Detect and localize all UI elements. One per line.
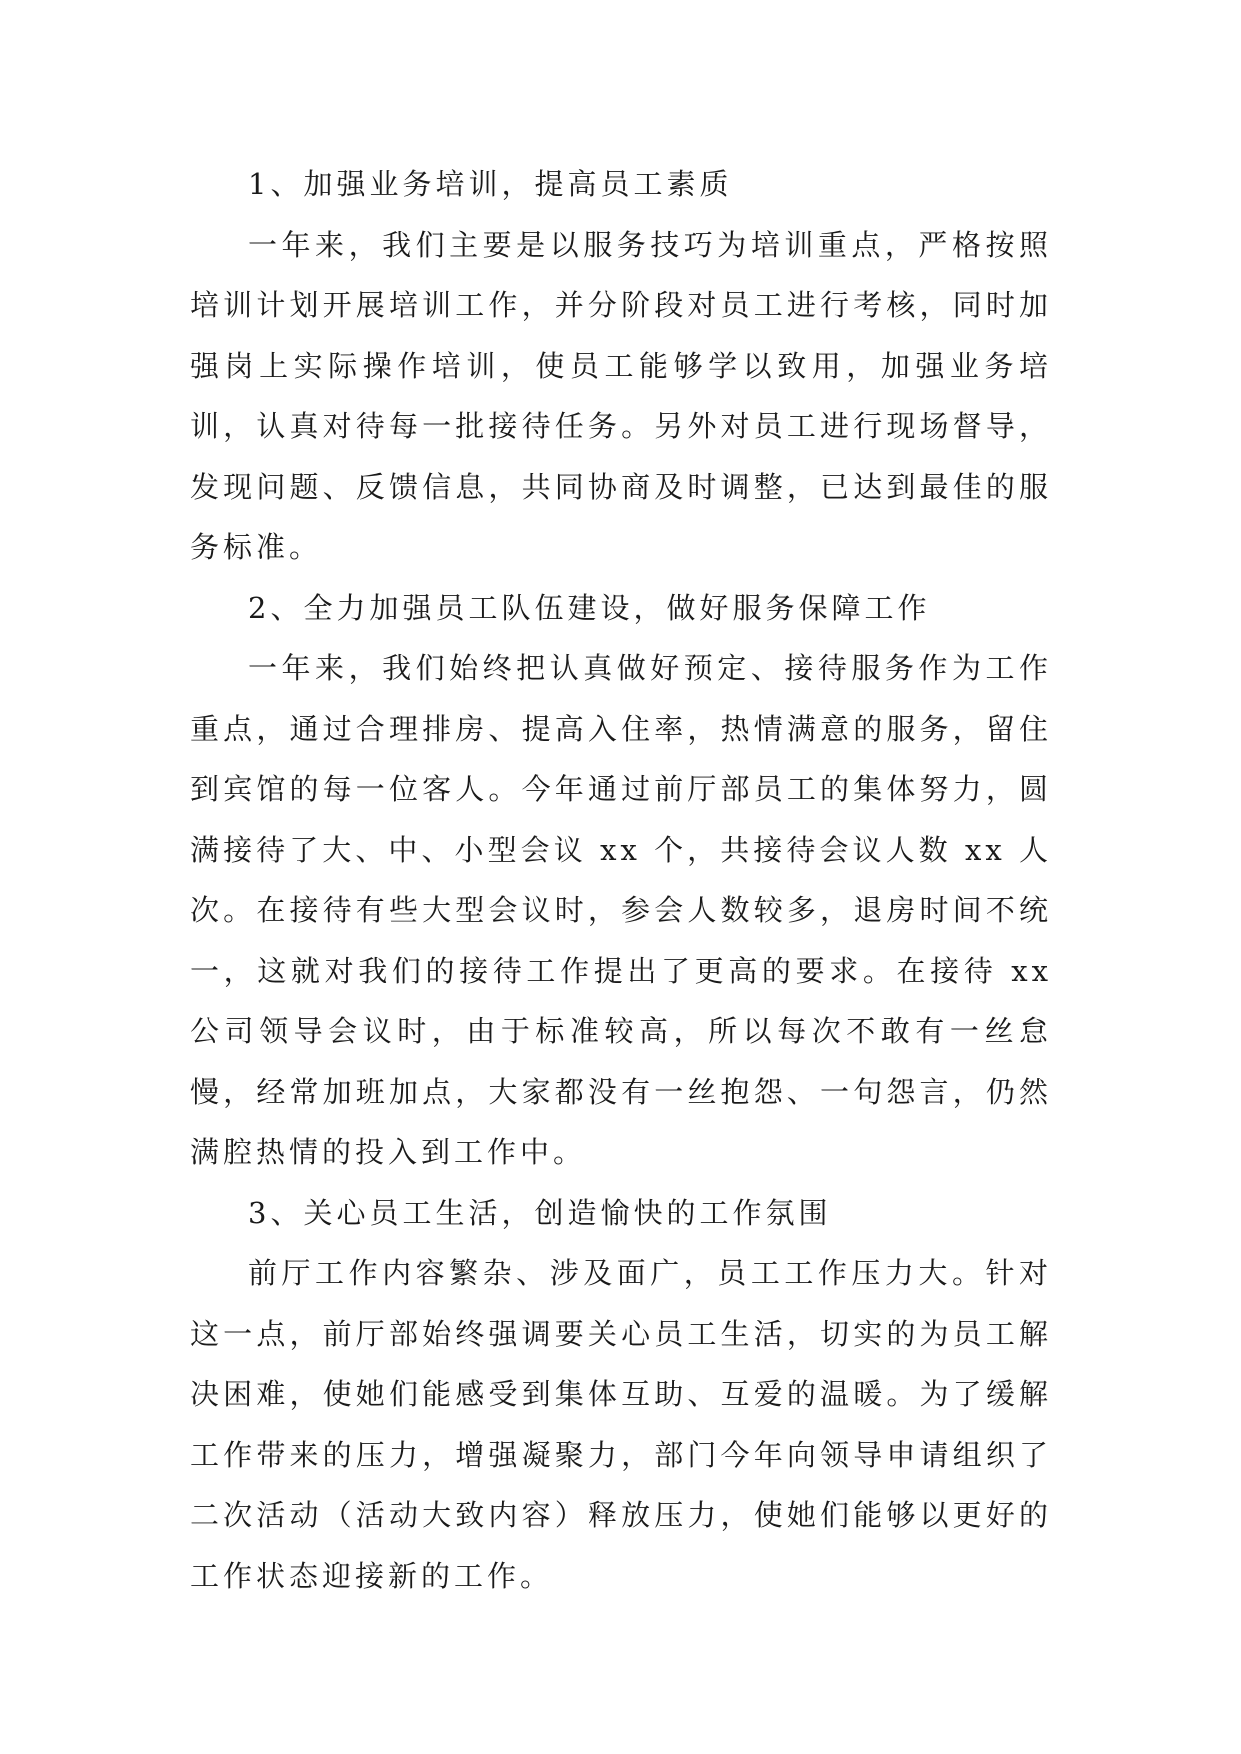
section-heading-3: 3、关心员工生活，创造愉快的工作氛围: [248, 1195, 832, 1230]
section-heading-1: 1、加强业务培训，提高员工素质: [248, 167, 733, 201]
section-paragraph-3: 前厅工作内容繁杂、涉及面广，员工工作压力大。针对这一点，前厅部始终强调要关心员工生活，切实的为员工解决困难，使她们能感受到集体互助、互爱的温暖。为了缓解工作带来的压力，增强凝聚力，部门今年向领导申请组织了二次活动（活动大致内容）释放压力，使她们能够以更好的工作状态迎接新的工作。: [190, 1256, 1052, 1593]
section-paragraph-2: 一年来，我们始终把认真做好预定、接待服务作为工作重点，通过合理排房、提高入住率，热情满意的服务，留住到宾馆的每一位客人。今年通过前厅部员工的集体努力，圆满接待了大、中、小型会议 xx 个，共接待会议人数 xx 人次。在接待有些大型会议时，参会人数较多，退房时间不统一，这就对我们的接待工作提出了更高的要求。在接待 xx 公司领导会议时，由于标准较高，所以每次不敢有一丝怠慢，经常加班加点，大家都没有一丝抱怨、一句怨言，仍然满腔热情的投入到工作中。: [190, 651, 1052, 1169]
section-heading-2: 2、全力加强员工队伍建设，做好服务保障工作: [248, 590, 931, 625]
section-paragraph-1: 一年来，我们主要是以服务技巧为培训重点，严格按照培训计划开展培训工作，并分阶段对员工进行考核，同时加强岗上实际操作培训，使员工能够学以致用，加强业务培训，认真对待每一批接待任务。另外对员工进行现场督导，发现问题、反馈信息，共同协商及时调整，已达到最佳的服务标准。: [190, 227, 1052, 564]
document-body: [190, 154, 1052, 1606]
